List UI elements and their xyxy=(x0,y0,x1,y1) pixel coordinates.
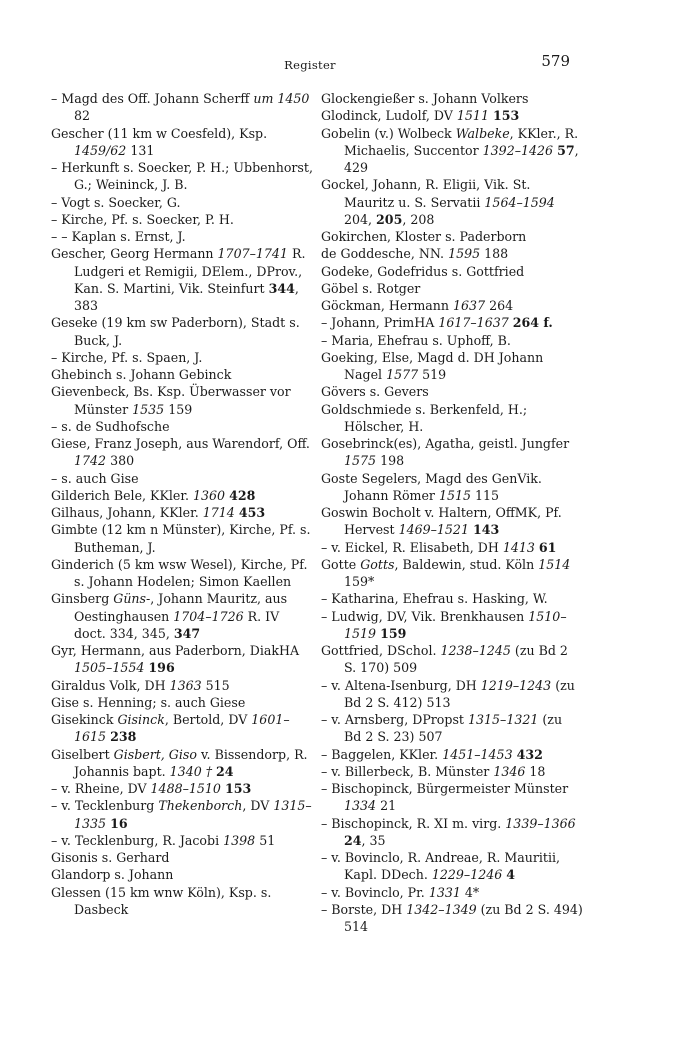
entry-italic-text: 1617–1637 xyxy=(438,315,509,331)
entry-text: Gotte xyxy=(321,556,361,572)
index-entry xyxy=(51,711,313,746)
entry-italic-text: 1315–1321 xyxy=(467,712,539,727)
index-entry xyxy=(321,884,583,901)
entry-italic-text: 1342–1349 xyxy=(406,901,477,917)
entry-text: – Herkunft s. Soecker, P. H.; Ubbenhorst, G.; Weininck, J. B. xyxy=(51,160,313,193)
entry-text: Gilderich Bele, KKler. xyxy=(51,487,193,503)
index-entry xyxy=(321,815,583,850)
index-entry xyxy=(51,314,313,349)
entry-text: Ghebinch s. Johann Gebinck xyxy=(51,367,232,382)
entry-italic-text: 1488–1510 xyxy=(150,781,221,796)
entry-text: , DV xyxy=(242,798,274,814)
entry-italic-text: 1459/62 xyxy=(74,142,127,158)
index-entry xyxy=(321,556,583,591)
entry-text: – v. Tecklenburg, R. Jacobi xyxy=(51,832,224,848)
index-entry xyxy=(321,125,583,177)
entry-text: – Vogt s. Soecker, G. xyxy=(51,194,181,210)
entry-italic-text: 1315–1335 xyxy=(74,798,312,831)
entry-text: 82 xyxy=(74,108,91,124)
entry-text: R. IV doct. 334, 345, xyxy=(74,608,280,641)
entry-text: Gisekinck xyxy=(51,712,118,727)
index-entry xyxy=(321,280,583,297)
index-entry xyxy=(51,780,313,797)
entry-italic-text: 1219–1243 xyxy=(480,677,552,693)
entry-text: Ginsberg xyxy=(51,591,114,607)
entry-text: Gimbte (12 km n Münster), Kirche, Pf. s. Butheman, J. xyxy=(51,522,311,555)
index-entry xyxy=(51,418,313,435)
entry-italic-text: 1707–1741 xyxy=(217,246,288,262)
entry-text: 188 xyxy=(480,246,509,262)
index-entry xyxy=(321,746,583,763)
index-entry xyxy=(51,590,313,642)
index-entry xyxy=(321,780,583,815)
entry-italic-text: 1334 xyxy=(344,798,377,814)
entry-bold-page-ref: 61 xyxy=(538,539,557,555)
entry-italic-text: 1331 xyxy=(428,884,461,900)
entry-text: – Ludwig, DV, Vik. Brenkhausen xyxy=(321,608,529,624)
entry-text: 115 xyxy=(471,487,500,503)
entry-text: – – Kaplan s. Ernst, J. xyxy=(51,229,186,244)
entry-italic-text: 1595 xyxy=(448,246,481,262)
entry-italic-text: 1505–1554 xyxy=(74,660,145,676)
index-entry xyxy=(51,211,313,228)
entry-text: – Maria, Ehefrau s. Uphoff, B. xyxy=(321,332,511,348)
entry-text: – s. auch Gise xyxy=(51,470,139,486)
index-entry xyxy=(51,866,313,883)
entry-text: 131 xyxy=(126,142,155,158)
index-entry xyxy=(321,383,583,400)
entry-text: – Magd des Off. Johann Scherff xyxy=(51,91,254,106)
entry-text: – v. Tecklenburg xyxy=(51,798,159,814)
entry-italic-text: Gisinck xyxy=(117,712,165,727)
entry-italic-text: 1451–1453 xyxy=(442,746,513,762)
entry-text: R. Ludgeri et Remigii, DElem., DProv., Kan. S. Martini, Vik. Steinfurt xyxy=(74,246,306,296)
entry-bold-page-ref: 205 xyxy=(376,211,403,227)
entry-bold-page-ref: 153 xyxy=(492,108,520,124)
entry-text: – Kirche, Pf. s. Soecker, P. H. xyxy=(51,211,234,227)
entry-text: Gilhaus, Johann, KKler. xyxy=(51,505,203,520)
entry-text: Glockengießer s. Johann Volkers xyxy=(321,91,529,106)
entry-text: Goldschmiede s. Berkenfeld, H.; Hölscher, H. xyxy=(321,401,528,434)
index-entry xyxy=(51,194,313,211)
entry-italic-text: 1510–1519 xyxy=(344,608,567,641)
index-entry xyxy=(321,901,583,936)
entry-text: – s. de Sudhofsche xyxy=(51,418,170,434)
entry-text: Goeking, Else, Magd d. DH Johann Nagel xyxy=(321,349,544,382)
entry-text: Gyr, Hermann, aus Paderborn, DiakHA xyxy=(51,643,300,658)
entry-text: (zu Bd 2 S. 23) 507 xyxy=(344,712,563,745)
entry-text: Godeke, Godefridus s. Gottfried xyxy=(321,263,525,279)
entry-text: – Bischopinck, Bürgermeister Münster xyxy=(321,781,569,796)
entry-text: (zu Bd 2 S. 412) 513 xyxy=(344,677,575,710)
entry-text: , KKler., R. Michaelis, Succentor xyxy=(344,125,579,158)
index-entry xyxy=(321,608,583,643)
entry-text: 4* xyxy=(460,884,480,900)
index-entry xyxy=(51,366,313,383)
index-entry xyxy=(321,263,583,280)
entry-italic-text: Walbeke xyxy=(455,125,510,141)
entry-text: Glessen (15 km wnw Köln), Ksp. s. Dasbeck xyxy=(51,884,272,917)
entry-text: (zu Bd 2 S. 170) 509 xyxy=(344,643,568,676)
entry-text: Goswin Bocholt v. Haltern, OffMK, Pf. Hervest xyxy=(321,505,562,538)
entry-text: – v. Bovinclo, R. Andreae, R. Mauritii, Kapl. DDech. xyxy=(321,850,561,883)
index-entry xyxy=(51,487,313,504)
entry-text: Gise s. Henning; s. auch Giese xyxy=(51,694,246,710)
entry-text: Gescher (11 km w Coesfeld), Ksp. xyxy=(51,125,268,141)
entry-text: Geseke (19 km sw Paderborn), Stadt s. Buck, J. xyxy=(51,315,300,348)
entry-italic-text: 1535 xyxy=(132,401,165,417)
entry-bold-page-ref: 264 f. xyxy=(512,315,553,331)
entry-text: , Baldewin, stud. Köln xyxy=(394,556,539,572)
entry-bold-page-ref: 24 xyxy=(216,763,234,779)
index-entry xyxy=(51,470,313,487)
index-entry xyxy=(321,228,583,245)
entry-text: – Baggelen, KKler. xyxy=(321,746,443,762)
entry-text: Gövers s. Gevers xyxy=(321,384,429,400)
entry-text: – Katharina, Ehefrau s. Hasking, W. xyxy=(321,591,548,607)
entry-text: Gosebrinck(es), Agatha, geistl. Jungfer xyxy=(321,436,570,451)
entry-italic-text: 1413 xyxy=(502,539,535,555)
entry-text: , 383 xyxy=(74,280,299,313)
entry-italic-text: 1515 xyxy=(438,487,472,503)
entry-text: 159 xyxy=(164,401,193,417)
entry-italic-text: 1339–1366 xyxy=(505,815,576,831)
entry-text: de Goddesche, NN. xyxy=(321,246,449,262)
entry-text: , Bertold, DV xyxy=(164,712,252,727)
entry-italic-text: Thekenborch xyxy=(158,798,243,814)
entry-bold-page-ref: 4 xyxy=(506,867,516,883)
entry-italic-text: um 1450 xyxy=(253,91,310,106)
entry-italic-text: 1511 xyxy=(456,108,489,124)
entry-bold-page-ref: 432 xyxy=(516,746,543,762)
page-header xyxy=(50,52,570,76)
entry-text: 515 xyxy=(201,677,230,693)
entry-bold-page-ref: 159 xyxy=(380,625,407,641)
entry-text: Gottfried, DSchol. xyxy=(321,643,441,658)
index-entry xyxy=(321,176,583,228)
entry-text: Glandorp s. Johann xyxy=(51,867,174,883)
entry-italic-text: Güns- xyxy=(113,591,151,607)
index-entry xyxy=(321,590,583,607)
index-column-right xyxy=(321,90,583,935)
index-entry xyxy=(321,711,583,746)
entry-italic-text: 1575 xyxy=(344,453,377,469)
index-entry xyxy=(321,763,583,780)
entry-text: – Borste, DH xyxy=(321,901,407,917)
entry-text: 380 xyxy=(106,453,135,469)
index-entry xyxy=(321,642,583,677)
entry-italic-text: 1392–1426 xyxy=(482,142,554,158)
index-entry xyxy=(321,504,583,539)
entry-text: Gisonis s. Gerhard xyxy=(51,850,170,865)
entry-text: Ginderich (5 km wsw Wesel), Kirche, Pf. s. Johann Hodelen; Simon Kaellen xyxy=(51,556,308,589)
index-entry xyxy=(51,746,313,781)
entry-text: – v. Eickel, R. Elisabeth, DH xyxy=(321,539,503,555)
entry-italic-text: 1704–1726 xyxy=(173,608,244,624)
entry-text: – v. Billerbeck, B. Münster xyxy=(321,763,494,779)
index-entry xyxy=(51,159,313,194)
entry-text: 198 xyxy=(376,453,405,469)
index-entry xyxy=(321,435,583,470)
index-entry xyxy=(51,125,313,160)
entry-text: 159* xyxy=(344,574,375,589)
entry-bold-page-ref: 16 xyxy=(110,815,128,831)
entry-text: – Bischopinck, R. XI m. virg. xyxy=(321,815,506,831)
entry-text: 18 xyxy=(525,763,546,779)
entry-italic-text: 1637 xyxy=(453,298,486,313)
entry-text: Göbel s. Rotger xyxy=(321,280,421,296)
entry-italic-text: 1564–1594 xyxy=(484,194,555,210)
entry-italic-text: 1360 xyxy=(192,487,226,503)
entry-italic-text: Gisbert, Giso xyxy=(113,746,197,762)
entry-text: , 35 xyxy=(361,832,386,848)
index-entry xyxy=(321,107,583,124)
index-column-left xyxy=(51,90,313,918)
entry-text: 21 xyxy=(376,798,397,814)
entry-bold-page-ref: 57 xyxy=(557,142,575,158)
entry-bold-page-ref: 24 xyxy=(344,832,362,848)
entry-text: – v. Altena-Isenburg, DH xyxy=(321,677,481,693)
entry-text: 519 xyxy=(418,367,447,382)
entry-text: – Kirche, Pf. s. Spaen, J. xyxy=(51,349,203,365)
entry-bold-page-ref: 238 xyxy=(110,729,137,745)
running-head: Register xyxy=(284,58,336,72)
entry-text: 204, xyxy=(344,211,377,227)
index-entry xyxy=(51,642,313,677)
index-entry xyxy=(51,556,313,591)
entry-text: Gescher, Georg Hermann xyxy=(51,246,218,262)
index-entry xyxy=(321,539,583,556)
entry-text: Giese, Franz Joseph, aus Warendorf, Off. xyxy=(51,436,310,451)
entry-text: , 429 xyxy=(344,142,579,175)
index-entry xyxy=(51,832,313,849)
index-entry xyxy=(321,314,583,331)
entry-text: (zu Bd 2 S. 494) 514 xyxy=(344,901,583,934)
entry-text: Giselbert xyxy=(51,746,114,762)
index-entry xyxy=(51,383,313,418)
page-number: 579 xyxy=(541,52,570,70)
entry-text: Goste Segelers, Magd des GenVik. Johann Römer xyxy=(321,470,542,503)
entry-text: – v. Bovinclo, Pr. xyxy=(321,884,429,900)
entry-text: Glodinck, Ludolf, DV xyxy=(321,108,457,124)
entry-text: , Johann Mauritz, aus Oestinghausen xyxy=(74,591,288,624)
index-entry xyxy=(51,884,313,919)
index-entry xyxy=(51,349,313,366)
index-entry xyxy=(51,228,313,245)
index-entry xyxy=(321,849,583,884)
entry-italic-text: 1577 xyxy=(386,367,419,382)
entry-text: 51 xyxy=(255,832,276,848)
entry-italic-text: 1346 xyxy=(493,763,526,779)
entry-italic-text: 1340 † xyxy=(169,763,213,779)
entry-italic-text: 1238–1245 xyxy=(440,643,511,658)
entry-text: Göckman, Hermann xyxy=(321,298,454,313)
entry-italic-text: 1363 xyxy=(169,677,202,693)
entry-text: 264 xyxy=(485,298,514,313)
index-entry xyxy=(321,677,583,712)
entry-bold-page-ref: 347 xyxy=(173,625,201,641)
index-entry xyxy=(51,435,313,470)
entry-text: v. Bissendorp, R. Johannis bapt. xyxy=(74,746,308,779)
entry-bold-page-ref: 453 xyxy=(238,505,266,520)
entry-text: Giraldus Volk, DH xyxy=(51,677,170,693)
index-entry xyxy=(321,297,583,314)
entry-italic-text: 1601–1615 xyxy=(74,712,290,745)
index-entry xyxy=(51,677,313,694)
index-entry xyxy=(51,504,313,521)
entry-text: Gievenbeck, Bs. Ksp. Überwasser vor Münster xyxy=(51,384,291,417)
entry-text: – Johann, PrimHA xyxy=(321,315,439,331)
index-entry xyxy=(51,797,313,832)
entry-italic-text: 1229–1246 xyxy=(431,867,503,883)
entry-text: – v. Arnsberg, DPropst xyxy=(321,712,468,727)
entry-text: , 208 xyxy=(402,211,435,227)
entry-bold-page-ref: 428 xyxy=(229,487,256,503)
entry-italic-text: 1469–1521 xyxy=(398,522,469,538)
index-entry xyxy=(51,849,313,866)
index-entry xyxy=(321,245,583,262)
entry-bold-page-ref: 344 xyxy=(268,280,295,296)
index-entry xyxy=(321,401,583,436)
index-entry xyxy=(51,245,313,314)
index-entry xyxy=(321,470,583,505)
index-entry xyxy=(51,90,313,125)
entry-text: – v. Rheine, DV xyxy=(51,781,151,796)
index-entry xyxy=(321,332,583,349)
entry-italic-text: 1514 xyxy=(538,556,571,572)
index-entry xyxy=(321,90,583,107)
index-entry xyxy=(51,521,313,556)
entry-text: Gokirchen, Kloster s. Paderborn xyxy=(321,229,527,244)
entry-italic-text: 1742 xyxy=(74,453,107,469)
entry-italic-text: 1398 xyxy=(223,832,256,848)
entry-italic-text: 1714 xyxy=(202,505,235,520)
entry-italic-text: Gotts xyxy=(360,556,395,572)
index-entry xyxy=(321,349,583,384)
entry-text: Gobelin (v.) Wolbeck xyxy=(321,125,456,141)
entry-bold-page-ref: 196 xyxy=(148,660,175,676)
entry-bold-page-ref: 153 xyxy=(224,781,252,796)
entry-bold-page-ref: 143 xyxy=(472,522,500,538)
entry-text: Gockel, Johann, R. Eligii, Vik. St. Mauritz u. S. Servatii xyxy=(321,177,531,210)
index-entry xyxy=(51,694,313,711)
